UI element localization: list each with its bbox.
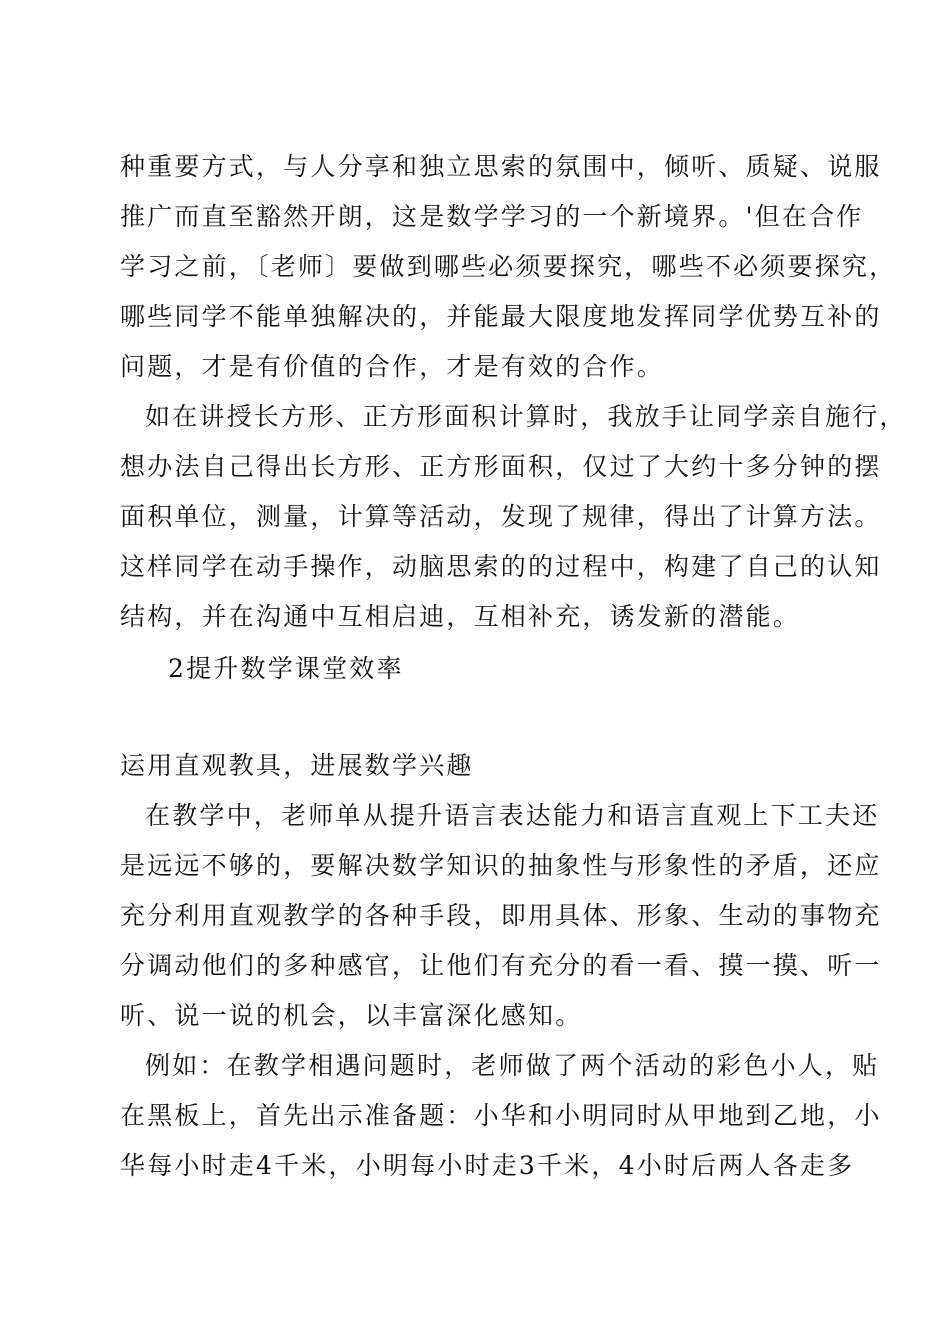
paragraph-line: 分调动他们的多种感官，让他们有充分的看一看、摸一摸、听一 bbox=[120, 951, 882, 980]
section-heading: 2提升数学课堂效率 bbox=[168, 654, 404, 683]
paragraph-line: 例如：在教学相遇问题时，老师做了两个活动的彩色小人，贴 bbox=[145, 1051, 880, 1080]
paragraph-line: 充分利用直观教学的各种手段，即用具体、形象、生动的事物充 bbox=[120, 901, 882, 930]
paragraph-line: 结构，并在沟通中互相启迪，互相补充，诱发新的潜能。 bbox=[120, 602, 801, 631]
subsection-heading: 运用直观教具，进展数学兴趣 bbox=[120, 751, 474, 780]
paragraph-line: 是远远不够的，要解决数学知识的抽象性与形象性的矛盾，还应 bbox=[120, 851, 882, 880]
paragraph-line: 如在讲授长方形、正方形面积计算时，我放手让同学亲自施行， bbox=[145, 402, 907, 431]
paragraph-line: 想办法自己得出长方形、正方形面积，仅过了大约十多分钟的摆 bbox=[120, 452, 882, 481]
paragraph-line: 在教学中，老师单从提升语言表达能力和语言直观上下工夫还 bbox=[145, 801, 880, 830]
paragraph-line: 推广而直至豁然开朗，这是数学学习的一个新境界。'但在合作 bbox=[120, 202, 864, 231]
paragraph-line: 学习之前，〔老师〕要做到哪些必须要探究，哪些不必须要探究， bbox=[120, 252, 897, 281]
paragraph-line: 问题，才是有价值的合作，才是有效的合作。 bbox=[120, 352, 665, 381]
paragraph-line: 种重要方式，与人分享和独立思索的氛围中，倾听、质疑、说服 bbox=[120, 152, 882, 181]
paragraph-line: 华每小时走4千米，小明每小时走3千米，4小时后两人各走多 bbox=[120, 1151, 855, 1180]
paragraph-line: 哪些同学不能单独解决的，并能最大限度地发挥同学优势互补的 bbox=[120, 302, 882, 331]
paragraph-line: 面积单位，测量，计算等活动，发现了规律，得出了计算方法。 bbox=[120, 502, 882, 531]
paragraph-line: 这样同学在动手操作，动脑思索的的过程中，构建了自己的认知 bbox=[120, 552, 882, 581]
paragraph-line: 听、说一说的机会，以丰富深化感知。 bbox=[120, 1001, 583, 1030]
paragraph-line: 在黑板上，首先出示准备题：小华和小明同时从甲地到乙地，小 bbox=[120, 1101, 882, 1130]
